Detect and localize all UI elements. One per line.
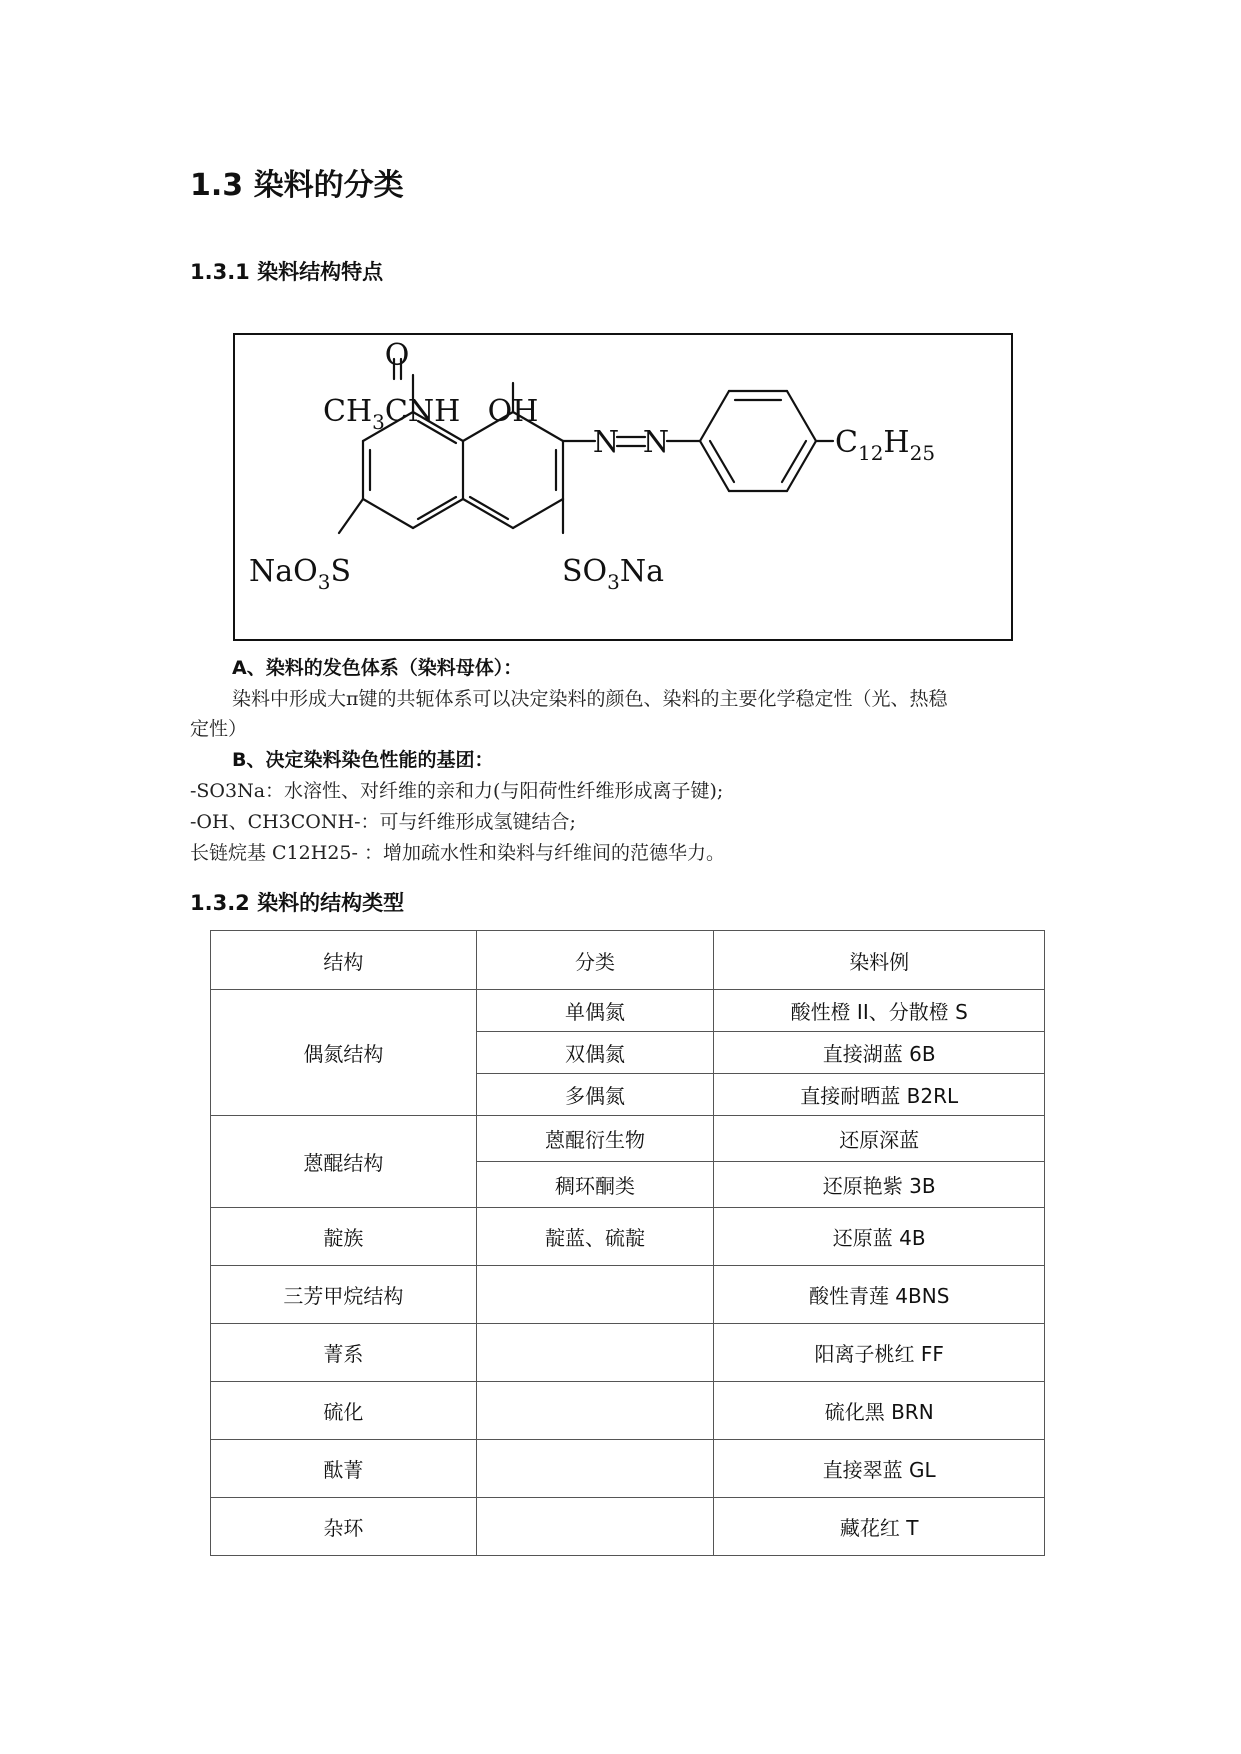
structure-cell: 偶氮结构 (211, 990, 477, 1116)
example-cell: 藏花红 T (714, 1498, 1045, 1556)
structure-cell: 硫化 (211, 1382, 477, 1440)
chromophore-description-line-2: 定性） (190, 718, 248, 740)
table-row (211, 1498, 1045, 1556)
example-cell: 还原深蓝 (714, 1116, 1045, 1162)
dodecyl-label: $C_{12}H_{25}$ (835, 425, 936, 465)
azo-nitrogen-1-label: N (592, 425, 620, 460)
class-cell (476, 1324, 714, 1382)
structure-cell: 菁系 (211, 1324, 477, 1382)
example-cell: 直接翠蓝 GL (714, 1440, 1045, 1498)
chromophore-heading: A、染料的发色体系（染料母体）： (232, 657, 523, 679)
header-structure: 结构 (211, 931, 477, 990)
class-cell: 单偶氮 (476, 990, 714, 1032)
dye-molecule-diagram (235, 335, 1011, 639)
example-cell: 酸性橙 II、分散橙 S (714, 990, 1045, 1032)
hydroxyl-group-description: -OH、CH3CONH-：可与纤维形成氢键结合; (190, 811, 576, 833)
class-cell (476, 1440, 714, 1498)
example-cell: 硫化黑 BRN (714, 1382, 1045, 1440)
acetamido-label: $CH_3CNH$ (323, 394, 461, 434)
table-row (211, 1440, 1045, 1498)
structure-cell: 酞菁 (211, 1440, 477, 1498)
class-cell: 靛蓝、硫靛 (476, 1208, 714, 1266)
example-cell: 阳离子桃红 FF (714, 1324, 1045, 1382)
alkyl-chain-description: 长链烷基 C12H25- ：增加疏水性和染料与纤维间的范德华力。 (190, 842, 725, 864)
header-class: 分类 (476, 931, 714, 990)
table-header-row (211, 931, 1045, 990)
structure-cell: 杂环 (211, 1498, 477, 1556)
azo-nitrogen-2-label: N (642, 425, 670, 460)
functional-groups-heading: B、决定染料染色性能的基团： (232, 749, 494, 771)
dye-classification-table (210, 930, 1045, 1556)
table-row (211, 1324, 1045, 1382)
molecule-bonds (339, 359, 833, 533)
class-cell: 蒽醌衍生物 (476, 1116, 714, 1162)
chromophore-description-line-1: 染料中形成大π键的共轭体系可以决定染料的颜色、染料的主要化学稳定性（光、热稳 (232, 688, 948, 710)
hydroxyl-label: OH (487, 394, 539, 429)
class-cell (476, 1382, 714, 1440)
subsection-title-structure-features: 1.3.1 染料结构特点 (190, 260, 384, 284)
dye-structure-figure (233, 333, 1013, 641)
class-cell: 多偶氮 (476, 1074, 714, 1116)
table-row (211, 1208, 1045, 1266)
left-sulfonate-label: NaO$_3$S (249, 554, 352, 594)
example-cell: 直接湖蓝 6B (714, 1032, 1045, 1074)
carbonyl-oxygen-label: O (384, 338, 410, 373)
table-row (211, 1266, 1045, 1324)
class-cell: 双偶氮 (476, 1032, 714, 1074)
header-example: 染料例 (714, 931, 1045, 990)
example-cell: 直接耐晒蓝 B2RL (714, 1074, 1045, 1116)
class-cell (476, 1498, 714, 1556)
table-row (211, 990, 1045, 1032)
example-cell: 还原蓝 4B (714, 1208, 1045, 1266)
class-cell: 稠环酮类 (476, 1162, 714, 1208)
table-row (211, 1382, 1045, 1440)
structure-cell: 三芳甲烷结构 (211, 1266, 477, 1324)
example-cell: 酸性青莲 4BNS (714, 1266, 1045, 1324)
example-cell: 还原艳紫 3B (714, 1162, 1045, 1208)
table-row (211, 1116, 1045, 1162)
sulfonate-group-description: -SO3Na：水溶性、对纤维的亲和力(与阳荷性纤维形成离子键); (190, 780, 724, 802)
structure-cell: 靛族 (211, 1208, 477, 1266)
class-cell (476, 1266, 714, 1324)
subsection-title-structure-types: 1.3.2 染料的结构类型 (190, 891, 405, 915)
structure-cell: 蒽醌结构 (211, 1116, 477, 1208)
section-title: 1.3 染料的分类 (190, 168, 404, 203)
right-sulfonate-label: $SO_3Na$ (562, 554, 665, 594)
